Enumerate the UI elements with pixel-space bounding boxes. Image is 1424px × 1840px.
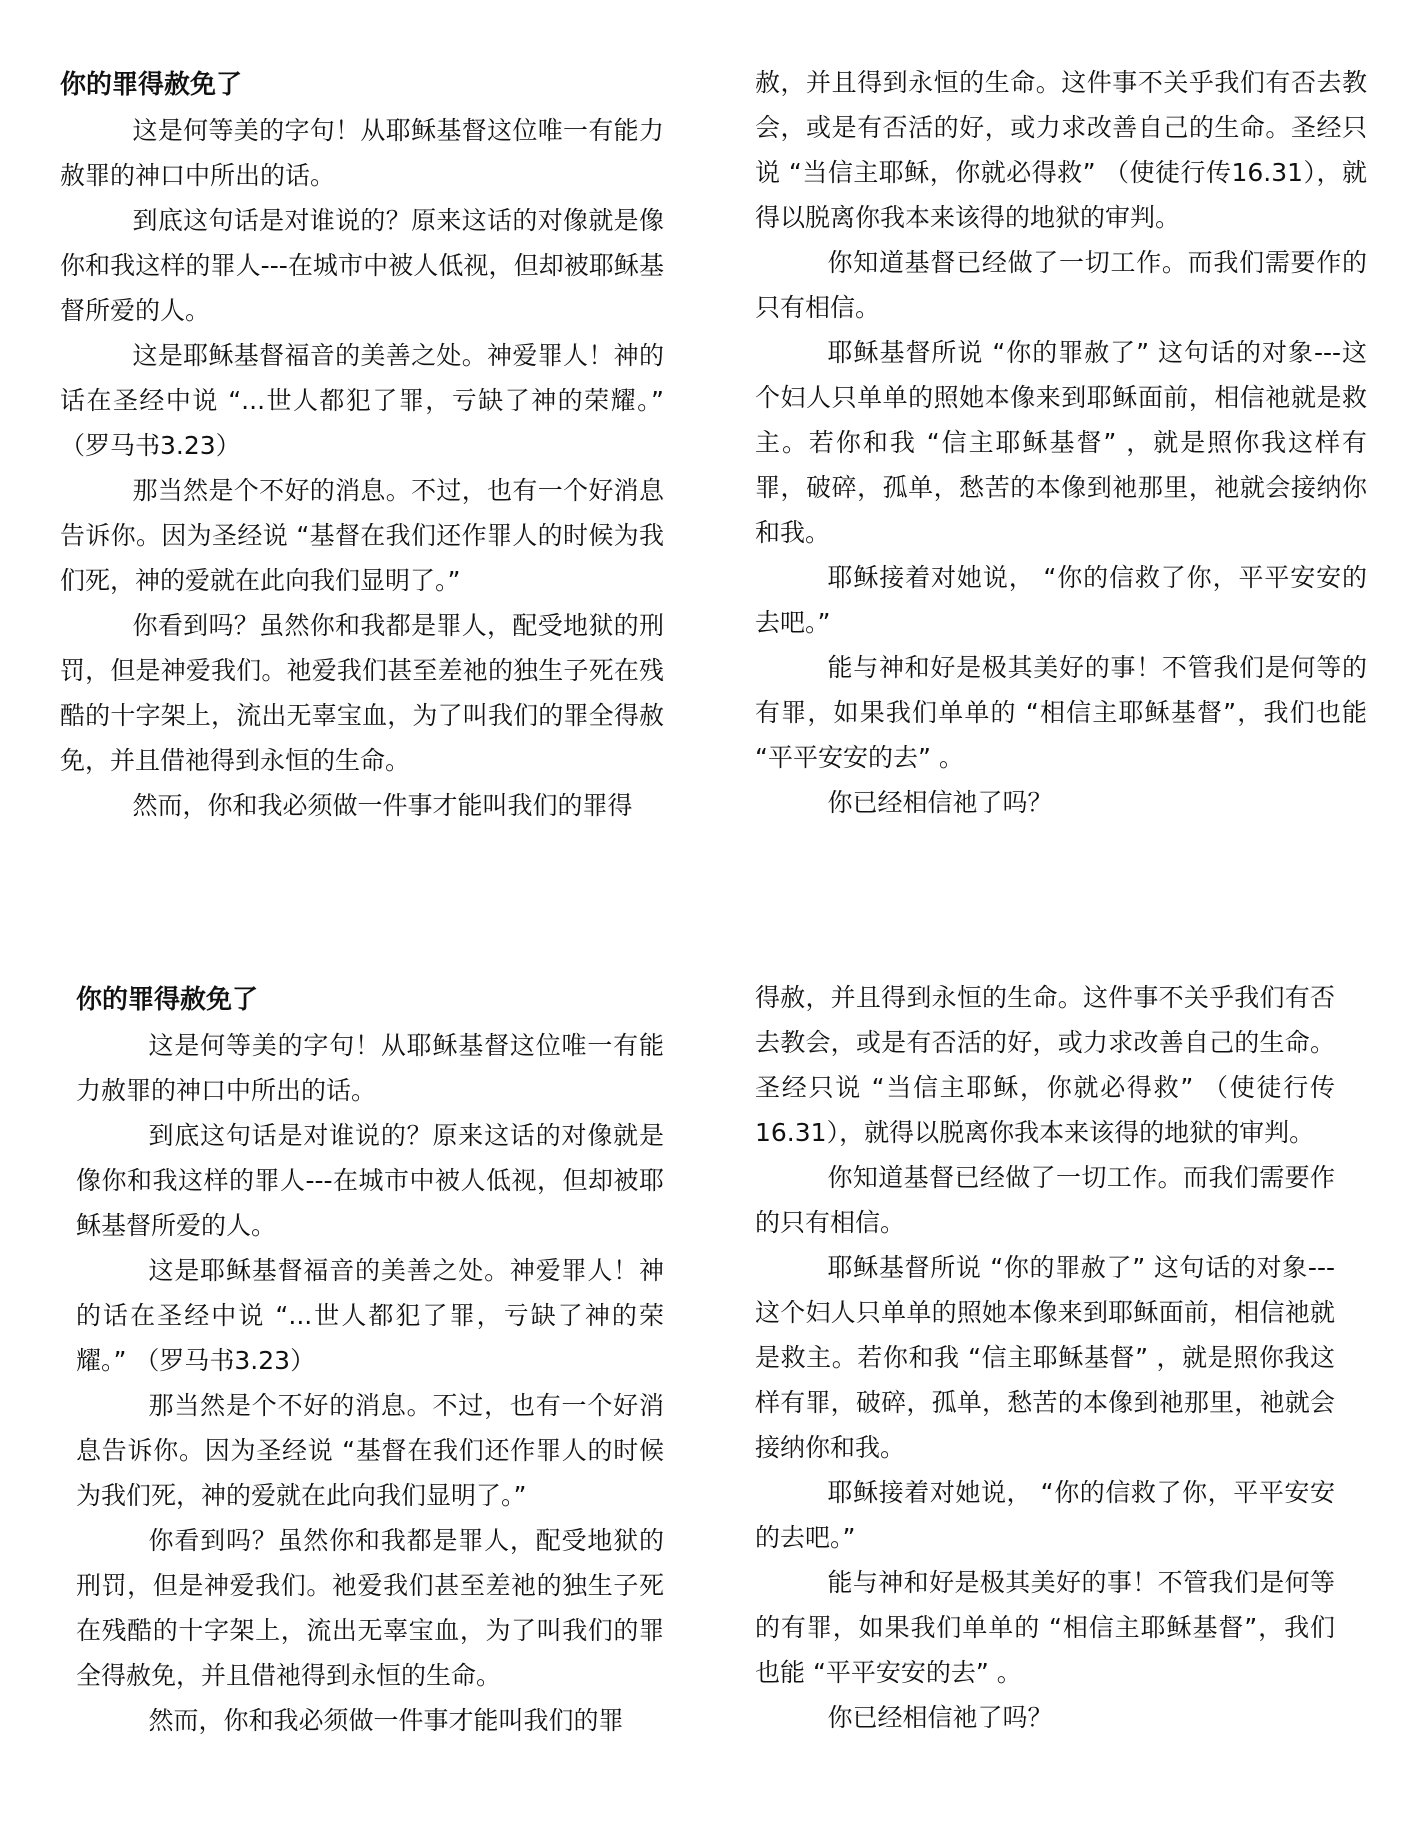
top-left-column bbox=[60, 63, 664, 828]
tract-title: 你的罪得赦免了 bbox=[60, 70, 243, 100]
paragraph: 这是何等美的字句！从耶稣基督这位唯一有能力赦罪的神口中所出的话。 bbox=[76, 1031, 664, 1105]
paragraph: 那当然是个不好的消息。不过，也有一个好消息告诉你。因为圣经说 “基督在我们还作罪人的时候为我们死，神的爱就在此向我们显明了。” bbox=[60, 476, 664, 595]
bottom-right-column bbox=[755, 975, 1335, 1740]
paragraph: 然而，你和我必须做一件事才能叫我们的罪得 bbox=[132, 791, 633, 820]
tract-title: 你的罪得赦免了 bbox=[76, 985, 259, 1015]
paragraph: 然而，你和我必须做一件事才能叫我们的罪 bbox=[148, 1706, 624, 1735]
paragraph: 耶稣基督所说 “你的罪赦了” 这句话的对象---这个妇人只单单的照她本像来到耶稣面前，相信祂就是救主。若你和我 “信主耶稣基督” ，就是照你我这样有罪，破碎，孤单，愁苦的本像到祂那里，祂就会接纳你和我。 bbox=[755, 1253, 1335, 1462]
paragraph: 这是耶稣基督福音的美善之处。神爱罪人！神的话在圣经中说 “...世人都犯了罪，亏缺了神的荣耀。” （罗马书3.23） bbox=[60, 341, 664, 460]
paragraph: 你看到吗？虽然你和我都是罪人，配受地狱的刑罚，但是神爱我们。祂爱我们甚至差祂的独生子死在残酷的十字架上，流出无辜宝血，为了叫我们的罪全得赦免，并且借祂得到永恒的生命。 bbox=[60, 611, 664, 775]
bottom-left-column bbox=[76, 978, 664, 1743]
paragraph: 你知道基督已经做了一切工作。而我们需要作的只有相信。 bbox=[755, 248, 1367, 322]
paragraph: 耶稣接着对她说， “你的信救了你，平平安安的去吧。” bbox=[755, 563, 1367, 637]
paragraph: 你看到吗？虽然你和我都是罪人，配受地狱的刑罚，但是神爱我们。祂爱我们甚至差祂的独生子死在残酷的十字架上，流出无辜宝血，为了叫我们的罪全得赦免，并且借祂得到永恒的生命。 bbox=[76, 1526, 664, 1690]
paragraph: 你知道基督已经做了一切工作。而我们需要作的只有相信。 bbox=[755, 1163, 1335, 1237]
paragraph: 这是耶稣基督福音的美善之处。神爱罪人！神的话在圣经中说 “...世人都犯了罪，亏缺了神的荣耀。” （罗马书3.23） bbox=[76, 1256, 664, 1375]
paragraph: 能与神和好是极其美好的事！不管我们是何等的有罪，如果我们单单的 “相信主耶稣基督”，我们也能 “平平安安的去” 。 bbox=[755, 1568, 1335, 1687]
paragraph-continuation: 赦，并且得到永恒的生命。这件事不关乎我们有否去教会，或是有否活的好，或力求改善自己的生命。圣经只说 “当信主耶稣，你就必得救” （使徒行传16.31），就得以脱离你我本来该得的地狱的审判。 bbox=[755, 68, 1367, 232]
paragraph: 这是何等美的字句！从耶稣基督这位唯一有能力赦罪的神口中所出的话。 bbox=[60, 116, 664, 190]
paragraph: 耶稣接着对她说， “你的信救了你，平平安安的去吧。” bbox=[755, 1478, 1335, 1552]
paragraph: 耶稣基督所说 “你的罪赦了” 这句话的对象---这个妇人只单单的照她本像来到耶稣面前，相信祂就是救主。若你和我 “信主耶稣基督” ，就是照你我这样有罪，破碎，孤单，愁苦的本像到祂那里，祂就会接纳你和我。 bbox=[755, 338, 1367, 547]
paragraph: 到底这句话是对谁说的？原来这话的对像就是像你和我这样的罪人---在城市中被人低视，但却被耶稣基督所爱的人。 bbox=[60, 206, 664, 325]
paragraph: 能与神和好是极其美好的事！不管我们是何等的有罪，如果我们单单的 “相信主耶稣基督”，我们也能 “平平安安的去” 。 bbox=[755, 653, 1367, 772]
paragraph: 到底这句话是对谁说的？原来这话的对像就是像你和我这样的罪人---在城市中被人低视，但却被耶稣基督所爱的人。 bbox=[76, 1121, 664, 1240]
paragraph: 那当然是个不好的消息。不过，也有一个好消息告诉你。因为圣经说 “基督在我们还作罪人的时候为我们死，神的爱就在此向我们显明了。” bbox=[76, 1391, 664, 1510]
top-right-column bbox=[755, 60, 1367, 825]
paragraph-continuation: 得赦，并且得到永恒的生命。这件事不关乎我们有否去教会，或是有否活的好，或力求改善自己的生命。圣经只说 “当信主耶稣，你就必得救” （使徒行传16.31），就得以脱离你我本来该得的地狱的审判。 bbox=[755, 983, 1335, 1147]
paragraph: 你已经相信祂了吗？ bbox=[827, 1703, 1053, 1732]
paragraph: 你已经相信祂了吗？ bbox=[827, 788, 1053, 817]
